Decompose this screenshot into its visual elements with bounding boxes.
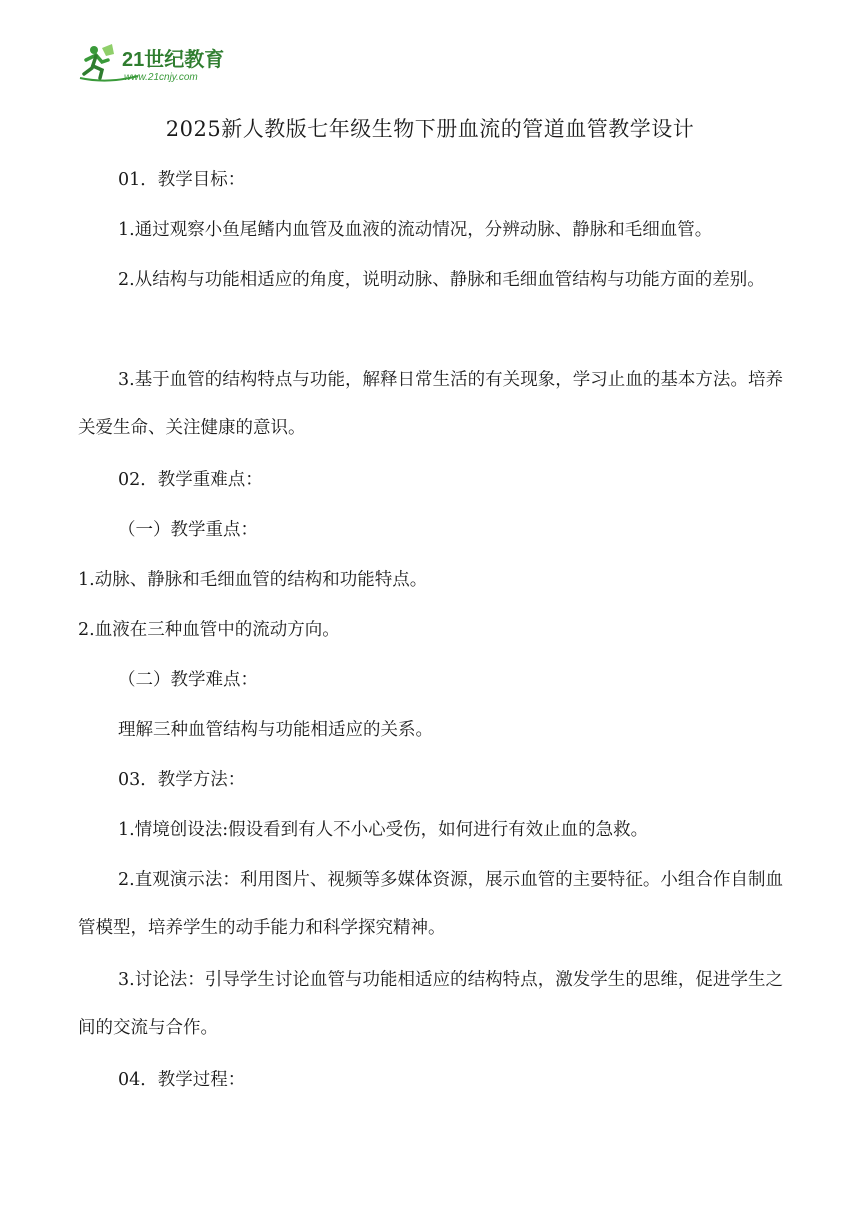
logo-brand-text: 21世纪教育 (122, 49, 225, 71)
document-title: 2025新人教版七年级生物下册血流的管道血管教学设计 (165, 117, 695, 141)
difficult-point-item: 理解三种血管结构与功能相适应的关系。 (118, 720, 433, 740)
section-02-heading: 02．教学重难点： (118, 470, 263, 490)
runner-logo-icon (78, 40, 248, 84)
objective-item-1: 1.通过观察小鱼尾鳍内血管及血液的流动情况，分辨动脉、静脉和毛细血管。 (118, 220, 713, 240)
difficult-points-heading: （二）教学难点： (118, 670, 258, 690)
key-point-item-1: 1.动脉、静脉和毛细血管的结构和功能特点。 (78, 570, 428, 590)
section-01-heading: 01．教学目标： (118, 170, 246, 190)
section-03-heading: 03．教学方法： (118, 770, 246, 790)
logo-url-text: www.21cnjy.com (124, 72, 198, 83)
brand-logo (78, 40, 248, 84)
method-item-3: 3.讨论法：引导学生讨论血管与功能相适应的结构特点，激发学生的思维，促进学生之间的交流与合作。 (78, 970, 783, 1038)
key-point-item-2: 2.血液在三种血管中的流动方向。 (78, 620, 340, 640)
objective-item-3: 3.基于血管的结构特点与功能，解释日常生活的有关现象，学习止血的基本方法。培养关爱生命、关注健康的意识。 (78, 370, 783, 438)
section-04-heading: 04．教学过程： (118, 1070, 246, 1090)
method-item-2: 2.直观演示法：利用图片、视频等多媒体资源，展示血管的主要特征。小组合作自制血管模型，培养学生的动手能力和科学探究精神。 (78, 870, 783, 938)
method-item-1: 1.情境创设法:假设看到有人不小心受伤，如何进行有效止血的急救。 (118, 820, 649, 840)
key-points-heading: （一）教学重点： (118, 520, 258, 540)
objective-item-2: 2.从结构与功能相适应的角度，说明动脉、静脉和毛细血管结构与功能方面的差别。 (118, 270, 765, 290)
